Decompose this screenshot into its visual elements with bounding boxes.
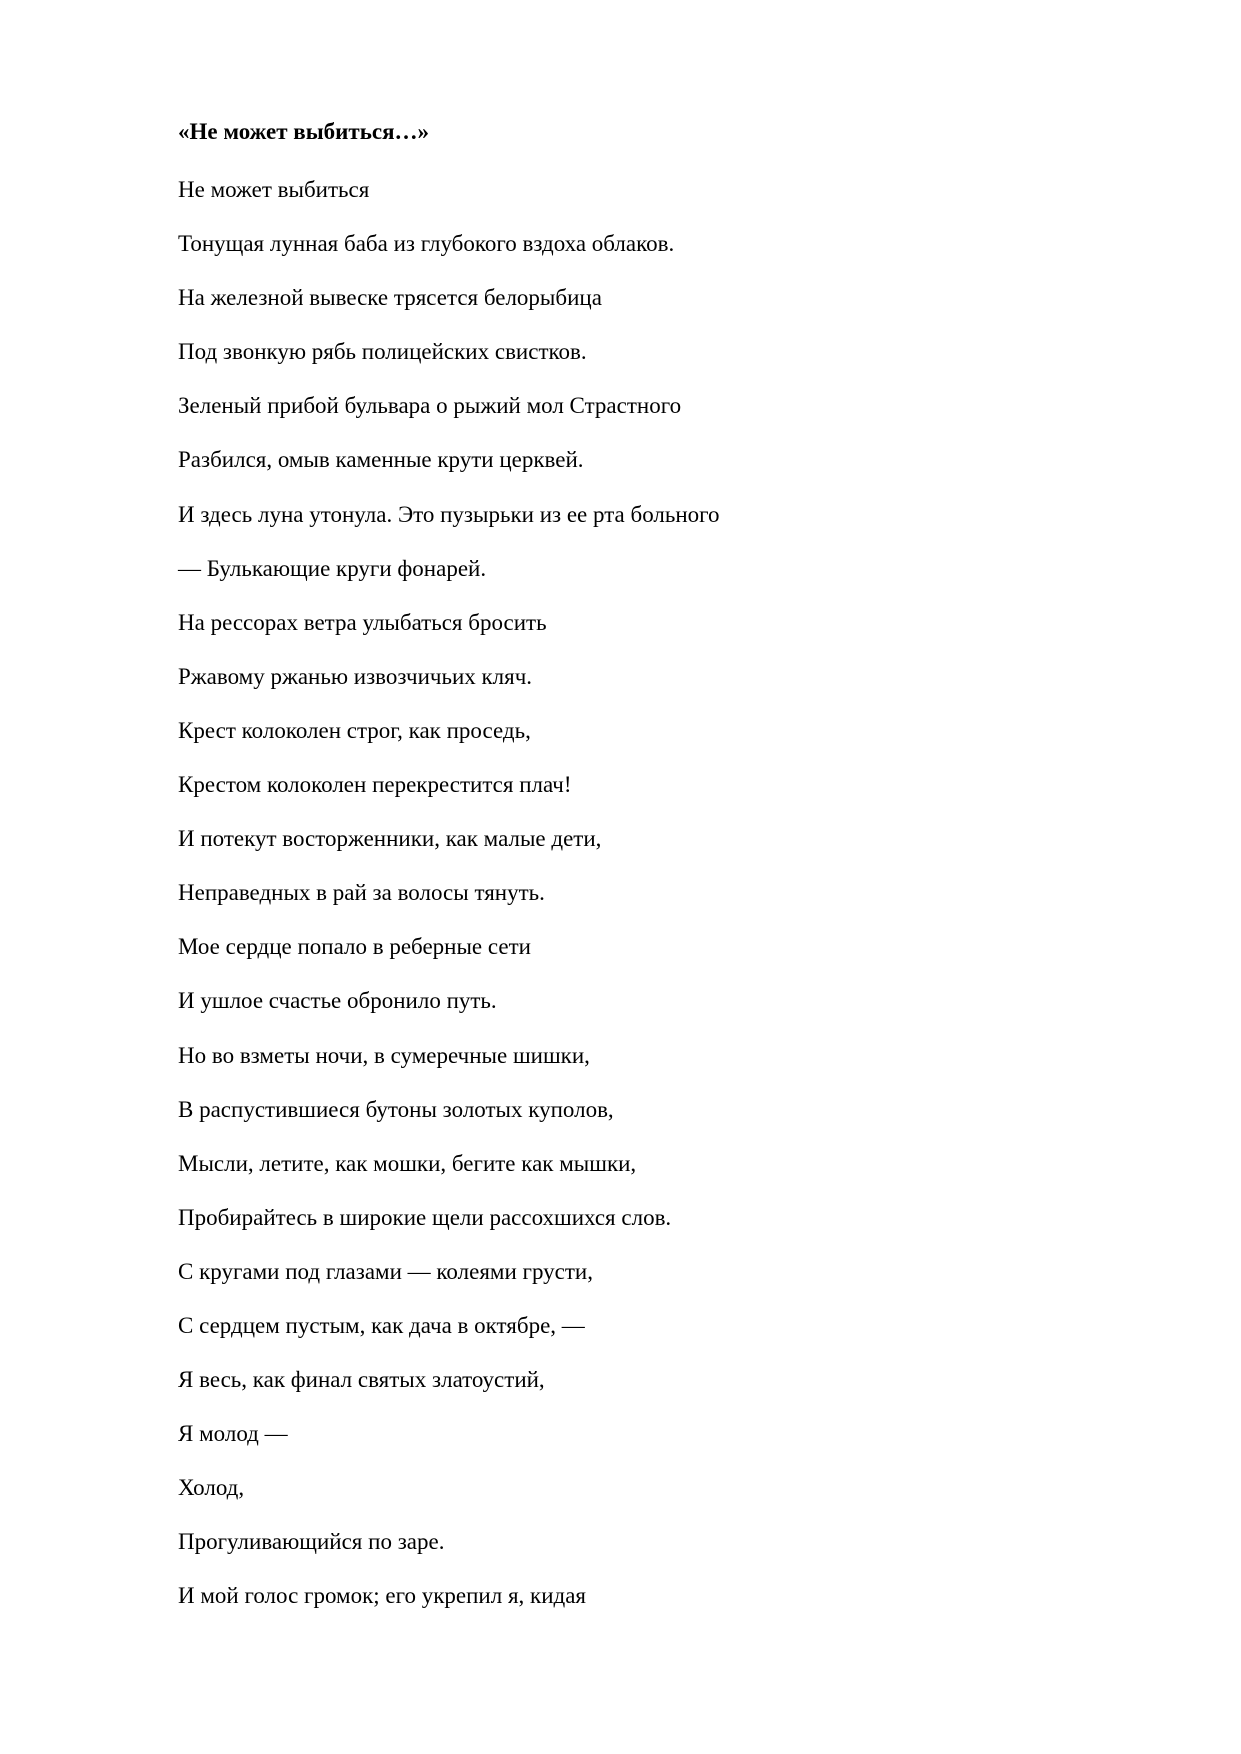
poem-title: «Не может выбиться…» (178, 119, 430, 144)
poem-line: Крест колоколен строг, как проседь, (178, 717, 531, 743)
poem-line: Холод, (178, 1475, 245, 1501)
poem-line: Мысли, летите, как мошки, бегите как мышки, (178, 1150, 637, 1176)
poem-line: Но во взметы ночи, в сумеречные шишки, (178, 1042, 590, 1068)
poem-line: Я молод — (178, 1421, 288, 1447)
poem-body (178, 174, 720, 1635)
poem-line: Мое сердце попало в реберные сети (178, 934, 531, 960)
poem-line: На рессорах ветра улыбаться бросить (178, 609, 547, 635)
poem-line: И ушлое счастье обронило путь. (178, 988, 497, 1014)
poem-line: И потекут восторженники, как малые дети, (178, 826, 602, 852)
poem-line: С сердцем пустым, как дача в октябре, — (178, 1312, 585, 1338)
poem-line: Разбился, омыв каменные крути церквей. (178, 447, 584, 473)
poem-line: Я весь, как финал святых златоустий, (178, 1367, 545, 1393)
poem-line: Тонущая лунная баба из глубокого вздоха облаков. (178, 231, 675, 257)
poem-line: Не может выбиться (178, 177, 370, 202)
poem-line: Пробирайтесь в широкие щели рассохшихся слов. (178, 1204, 672, 1230)
poem-line: Неправедных в рай за волосы тянуть. (178, 880, 545, 906)
poem-line: И мой голос громок; его укрепил я, кидая (178, 1583, 587, 1609)
poem-line: И здесь луна утонула. Это пузырьки из ее рта больного (178, 501, 720, 527)
poem-line: Крестом колоколен перекрестится плач! (178, 772, 572, 798)
poem-line: Ржавому ржанью извозчичьих кляч. (178, 663, 533, 689)
poem-line: Зеленый прибой бульвара о рыжий мол Страстного (178, 393, 682, 419)
poem-line: — Булькающие круги фонарей. (178, 555, 487, 581)
poem-line: В распустившиеся бутоны золотых куполов, (178, 1096, 614, 1122)
poem-line: С кругами под глазами — колеями грусти, (178, 1258, 593, 1284)
poem-line: На железной вывеске трясется белорыбица (178, 285, 602, 311)
poem-line: Под звонкую рябь полицейских свистков. (178, 339, 587, 365)
poem-line: Прогуливающийся по заре. (178, 1529, 445, 1555)
